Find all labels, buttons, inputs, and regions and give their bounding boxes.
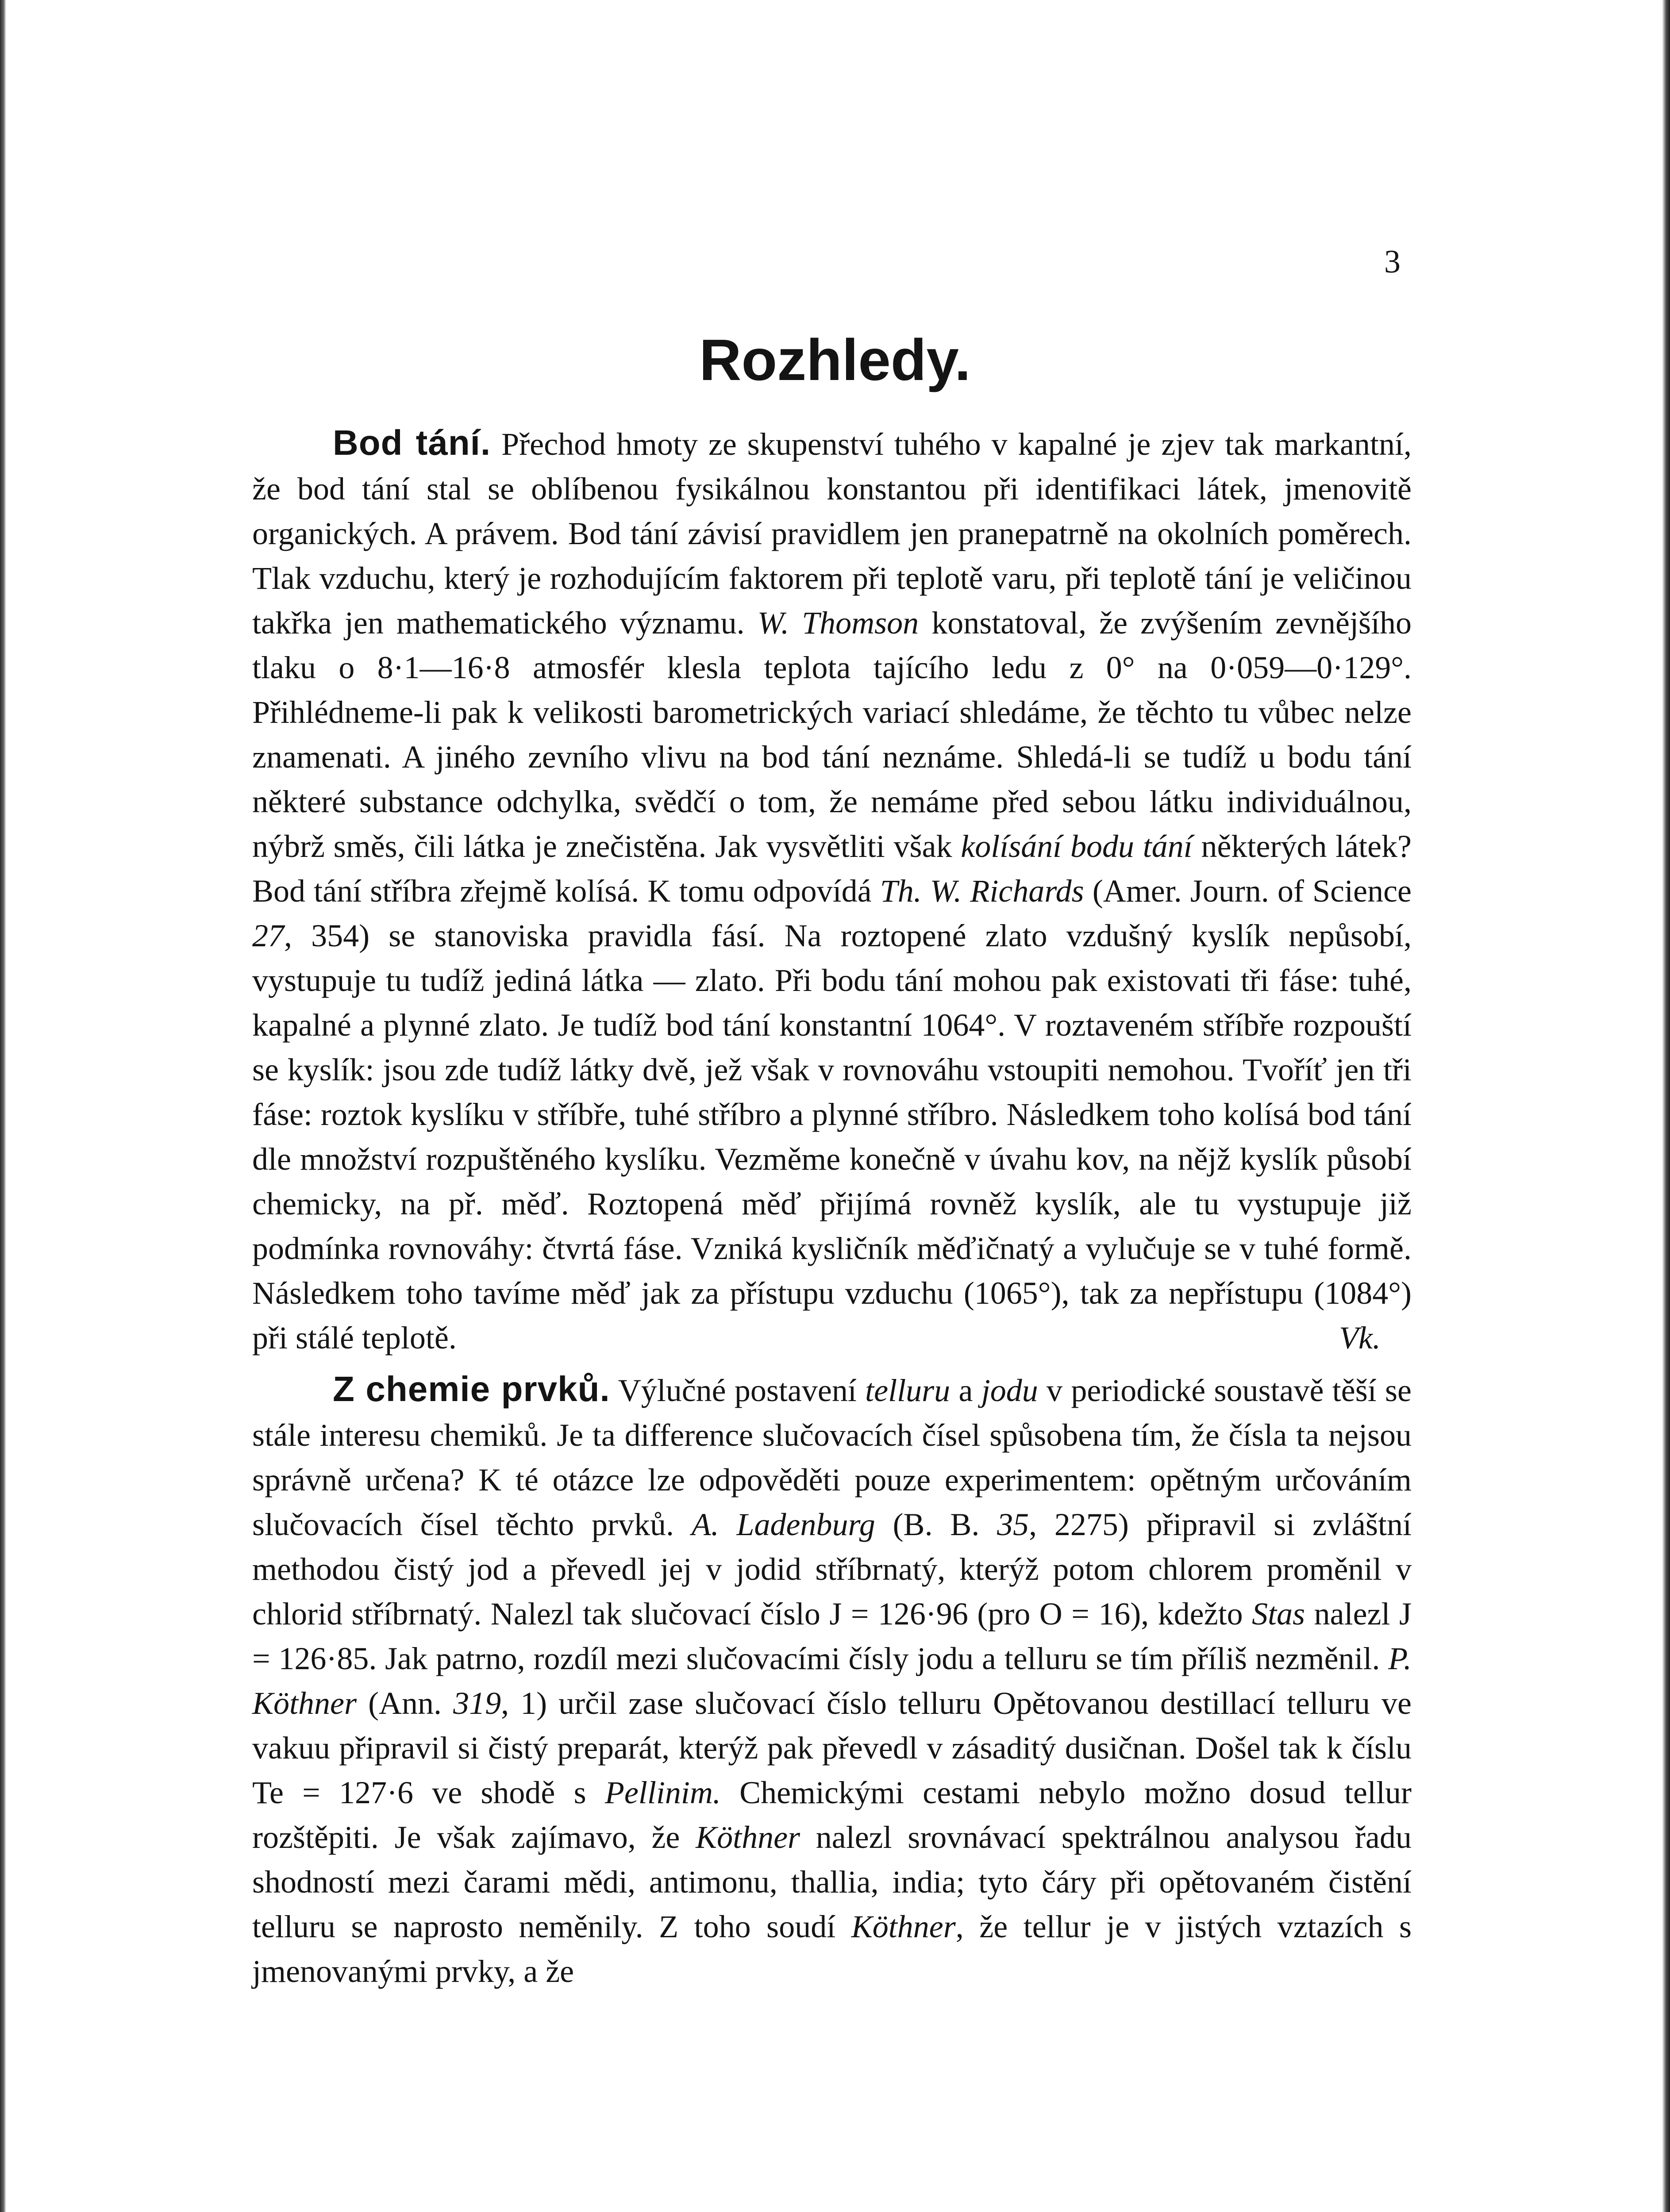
text-run: Přechod hmoty ze skupenství tuhého v kapalné je zjev tak markantní, že bod tání stal se oblíbenou fysikálnou konstantou při identifikaci látek, jmenovitě organických. A právem. Bod tání závisí pravidlem jen pranepatrně na okolních poměrech. Tlak vzduchu, který je rozhodujícím faktorem při teplotě varu, při teplotě tání je veličinou takřka jen mathematického významu.: [252, 426, 1412, 641]
text-run: nalezl J = 126·85. Jak patrno, rozdíl mezi slučovacími čísly jodu a telluru se tím příliš nezměnil.: [252, 1596, 1412, 1676]
text-run: , 2275) připravil si zvláštní methodou čistý jod a převedl jej v jodid stříbrnatý, kterýž potom chlorem proměnil v chlorid stříbrnatý. Nalezl tak slučovací číslo J = 126·96 (pro O = 16), kdežto: [252, 1507, 1412, 1632]
volume-number: 319: [453, 1686, 501, 1721]
author-name: W. Thomson: [757, 605, 919, 641]
volume-number: 27: [252, 918, 284, 953]
volume-number: 35: [997, 1507, 1029, 1542]
author-name: Köthner: [851, 1909, 956, 1944]
text-run: konstatoval, že zvýšením zevnějšího tlaku o 8·1—16·8 atmosfér klesla teplota tajícího ledu z 0° na 0·059—0·129°. Přihlédneme-li pak k velikosti barometrických variací shledáme, že těchto tu vůbec nelze znamenati. A jiného zevního vlivu na bod tání neznáme. Shledá-li se tudíž u bodu tání některé substance odchylka, svědčí o tom, že nemáme před sebou látku individuálnou, nýbrž směs, čili látka je znečistěna. Jak vysvětliti však: [252, 605, 1412, 864]
paragraph-bod-tani: [252, 420, 1412, 1360]
section-title-bod-tani: Bod tání.: [333, 423, 491, 462]
page-heading: Rozhledy.: [699, 327, 971, 392]
section-title-z-chemie-prvku: Z chemie prvků.: [333, 1369, 610, 1409]
text-run: (B. B.: [875, 1507, 997, 1542]
text-run: a: [950, 1373, 981, 1408]
text-run: některých látek? Bod tání stříbra zřejmě kolísá. K tomu odpovídá: [252, 829, 1412, 909]
article-body: [252, 420, 1412, 1994]
author-name: Köthner: [696, 1820, 800, 1855]
text-run: (Amer. Journ. of Science: [1084, 873, 1412, 909]
author-name: P. Köthner: [252, 1641, 1412, 1721]
author-name: A. Ladenburg: [691, 1507, 875, 1542]
author-name: Th. W. Richards: [880, 873, 1084, 909]
page-number: 3: [1384, 244, 1401, 280]
paragraph-z-chemie-prvku: [252, 1367, 1412, 1994]
author-name: Stas: [1252, 1596, 1305, 1632]
text-run: (Ann.: [357, 1686, 454, 1721]
text-run: Výlučné postavení: [610, 1373, 866, 1408]
text-run: Chemickými cestami nebylo možno dosud tellur rozštěpiti. Je však zajímavo, že: [252, 1775, 1412, 1855]
text-run: v periodické soustavě těší se stále interesu chemiků. Je ta difference slučovacích čísel spůsobena tím, že čísla ta nejsou správně určena? K té otázce lze odpověděti pouze experimentem: opětným určováním slučovacích čísel těchto prvků.: [252, 1373, 1412, 1542]
text-run: , že tellur je v jistých vztazích s jmenovanými prvky, a že: [252, 1909, 1412, 1989]
element-name: telluru: [865, 1373, 950, 1408]
element-name: jodu: [981, 1373, 1038, 1408]
author-name: Pellinim.: [604, 1775, 721, 1810]
text-run: nalezl srovnávací spektrálnou analysou řadu shodností mezi čarami mědi, antimonu, thallia, india; tyto čáry při opětovaném čistění telluru se naprosto neměnily. Z toho soudí: [252, 1820, 1412, 1944]
author-signature: Vk.: [1339, 1320, 1381, 1356]
text-run: , 1) určil zase slučovací číslo telluru Opětovanou destillací telluru ve vakuu připravil si čistý preparát, kterýž pak převedl v zásaditý dusičnan. Došel tak k číslu Te = 127·6 ve shodě s: [252, 1686, 1412, 1810]
text-run: , 354) se stanoviska pravidla fásí. Na roztopené zlato vzdušný kyslík nepůsobí, vystupuje tu tudíž jediná látka — zlato. Při bodu tání mohou pak existovati tři fáse: tuhé, kapalné a plynné zlato. Je tudíž bod tání konstantní 1064°. V roztaveném stříbře rozpouští se kyslík: jsou zde tudíž látky dvě, jež však v rovnováhu vstoupiti nemohou. Tvoříť jen tři fáse: roztok kyslíku v stříbře, tuhé stříbro a plynné stříbro. Následkem toho kolísá bod tání dle množství rozpuštěného kyslíku. Vezměme konečně v úvahu kov, na nějž kyslík působí chemicky, na př. měď. Roztopená měď přijímá rovněž kyslík, ale tu vystupuje již podmínka rovnováhy: čtvrtá fáse. Vzniká kysličník měďičnatý a vylučuje se v tuhé formě. Následkem toho tavíme měď jak za přístupu vzduchu (1065°), tak za nepřístupu (1084°) při stálé teplotě.: [252, 918, 1412, 1356]
emphasis-text: kolísání bodu tání: [961, 829, 1193, 864]
